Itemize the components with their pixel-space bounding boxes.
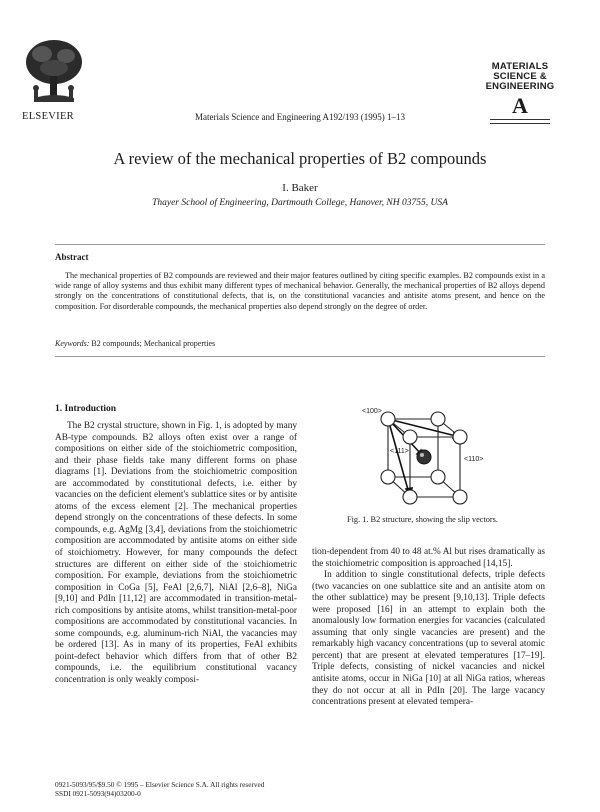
journal-masthead	[470, 62, 570, 124]
article-author: I. Baker	[282, 182, 318, 194]
journal-citation: Materials Science and Engineering A192/193 (1995) 1–13	[195, 112, 405, 122]
keywords-text: B2 compounds; Mechanical properties	[91, 339, 216, 348]
section-heading-introduction: 1. Introduction	[55, 404, 117, 414]
article-title: A review of the mechanical properties of B2 compounds	[113, 149, 487, 168]
copyright-footer	[55, 780, 264, 798]
ssdi-line: SSDI 0921-5093(94)03200-0	[55, 789, 141, 798]
masthead-letter: A	[512, 93, 528, 118]
keywords	[55, 339, 215, 348]
masthead-line1: MATERIALS	[491, 61, 549, 72]
divider-bottom	[55, 356, 545, 357]
abstract-text: The mechanical properties of B2 compounds are reviewed and their major features outlined by citing specific examples. B2 compounds exist in a wide range of alloy systems and thus exhibit many different types of mechanical behavior. Generally, the mechanical properties of B2 alloys depend strongly on the concentrations of constitutional defects, that is, on the constitutional vacancies and antisite atoms present, and hence on the composition. For disorderable compounds, the mechanical properties also depend strongly on the degree of order.	[55, 271, 545, 311]
label-100: <100>	[362, 408, 382, 415]
masthead-rule	[490, 119, 550, 124]
keywords-label: Keywords:	[55, 339, 90, 348]
label-111: <111>	[390, 448, 409, 455]
b2-structure-figure	[360, 405, 490, 513]
figure-caption: Fig. 1. B2 structure, showing the slip vectors.	[347, 515, 498, 524]
publisher-name: ELSEVIER	[22, 111, 74, 122]
masthead-line3: ENGINEERING	[485, 81, 555, 92]
label-110: <110>	[464, 456, 484, 463]
intro-paragraph-continued: tion-dependent from 40 to 48 at.% Al but rises dramatically as the stoichiometric composition is approached [14,15].	[312, 547, 545, 569]
divider-top	[55, 244, 545, 245]
abstract-heading: Abstract	[55, 252, 89, 262]
elsevier-tree-logo	[22, 36, 86, 106]
author-affiliation: Thayer School of Engineering, Dartmouth College, Hanover, NH 03755, USA	[152, 198, 448, 208]
intro-paragraph-triple-defects: In addition to single constitutional defects, triple defects (two vacancies on one sublattice site and an antisite atom on the other sublattice) may be present [9,10,13]. Triple defects were proposed [16] in an attempt to explain both the anomalously low formation energies for vacancies (calculated assuming that only single vacancies are present) and the remarkably high vacancy concentrations (up to several atomic percent) that are present at elevated temperatures [17–19]. Triple defects, consisting of nickel vacancies and nickel antisite atoms, occur in NiGa [10] at all NiGa ratios, whereas they do not occur at all in PdIn [20]. The large vacancy concentrations present at elevated tempera-	[312, 570, 545, 708]
intro-column-left: The B2 crystal structure, shown in Fig. 1, is adopted by many AB-type compounds. B2 alloys often exist over a range of compositions on either side of the stoichiometric composition, and their phase fields take many different forms on phase diagrams [1]. Deviations from the stoichiometric composition are accommodated by constitutional defects, i.e. either by vacancies on the deficient element's sublattice sites or by antisite atoms of the excess element [2]. The mechanical properties depend strongly on the concentrations of these defects. In some compounds, e.g. AgMg [3,4], deviations from the stoichiometric composition are accommodated by antisite atoms on either side of stoichiometry. However, for many compounds the defect structures are different on either side of the stoichiometric composition. For example, deviations from the stoichiometric composition in CoGa [5], FeAl [2,6,7], NiAl [2,6–8], NiGa [9,10] and PdIn [11,12] are accommodated in transition-metal-rich compositions by antisite atoms, whilst transition-metal-poor compositions are accommodated by constitutional vacancies. In some compounds, e.g. aluminum-rich NiAl, the vacancies may be ordered [13]. As in many of its properties, FeAl exhibits point-defect behavior which differs from that of other B2 compounds, i.e. the equilibrium constitutional vacancy concentration is only weakly composi-	[55, 421, 297, 686]
masthead-line2: SCIENCE &	[493, 71, 547, 82]
copyright-line: 0921-5093/95/$9.50 © 1995 – Elsevier Science S.A. All rights reserved	[55, 780, 265, 789]
intro-column-right	[312, 547, 545, 709]
